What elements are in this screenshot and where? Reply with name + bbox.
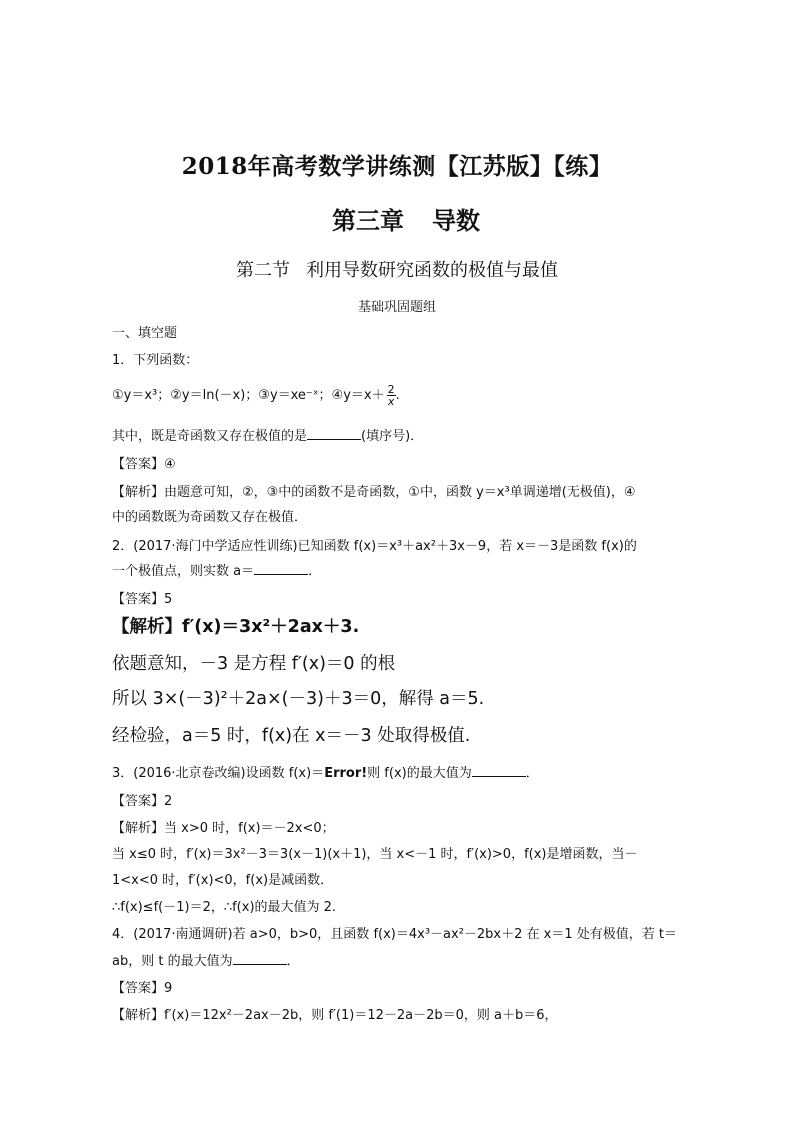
- q4-stem-2: [112, 950, 684, 969]
- q3-stem-mid: 则 f(x)的最大值为: [367, 766, 472, 781]
- q2-analysis-1: 【解析】f′(x)＝3x²＋2ax＋3.: [112, 617, 360, 637]
- q3-stem-before: 3．(2016·北京卷改编)设函数 f(x)＝: [112, 766, 325, 781]
- q1-analysis-2: 中的函数既为奇函数又存在极值．: [112, 510, 308, 525]
- q4-answer: 【答案】9: [112, 981, 173, 996]
- q1-ask-after: (填序号)．: [361, 429, 424, 444]
- q3-answer: 【答案】2: [112, 794, 173, 809]
- q3-error-text: Error!: [324, 766, 368, 781]
- q1-fraction: [387, 384, 396, 407]
- document-title: 2018年高考数学讲练测【江苏版】【练】: [181, 153, 613, 180]
- q4-blank: [233, 952, 287, 965]
- q1-blank: [307, 427, 361, 440]
- q2-answer: 【答案】5: [112, 592, 173, 607]
- q4-stem-1: 4．(2017·南通调研)若 a>0，b>0，且函数 f(x)＝4x³－ax²－2bx＋2 在 x＝1 处有极值，若 t＝: [112, 927, 677, 942]
- group-heading: 基础巩固题组: [357, 300, 436, 315]
- q1-fraction-denominator: x: [387, 395, 395, 408]
- part-heading: 一、填空题: [112, 326, 178, 341]
- q1-answer: 【答案】④: [112, 457, 176, 472]
- q1-analysis-1: 【解析】由题意可知，②，③中的函数不是奇函数，①中，函数 y＝x³单调递增(无极值)，④: [112, 485, 636, 500]
- q3-stem-after: ．: [525, 766, 539, 781]
- q2-stem-2: [112, 560, 684, 579]
- chapter-title: 导数: [432, 206, 480, 235]
- q4-analysis-1: 【解析】f′(x)＝12x²－2ax－2b，则 f′(1)＝12－2a－2b＝0，则 a＋b＝6，: [112, 1008, 558, 1023]
- q3-analysis-4: ∴f(x)≤f(－1)＝2，∴f(x)的最大值为 2.: [112, 900, 337, 915]
- q3-stem: [112, 762, 684, 781]
- q4-stem-2-after: ．: [286, 954, 300, 969]
- q2-analysis-4: 经检验，a＝5 时，f(x)在 x＝－3 处取得极值.: [112, 726, 471, 746]
- q1-fraction-tail: .: [395, 388, 400, 403]
- q3-analysis-3: 1<x<0 时，f′(x)<0，f(x)是减函数．: [112, 873, 334, 888]
- chapter-number: 第三章: [332, 206, 404, 235]
- chapter-heading: [0, 201, 794, 236]
- section-number: 第二节: [236, 260, 290, 281]
- q4-stem-2-before: ab，则 t 的最大值为: [112, 954, 233, 969]
- q3-blank: [472, 764, 526, 777]
- q1-options-text: ①y＝x³；②y＝ln(－x)；③y＝xe⁻ˣ；④y＝x＋: [112, 388, 385, 403]
- q2-stem-2-before: 一个极值点，则实数 a＝: [112, 564, 255, 579]
- q3-analysis-1: 【解析】当 x>0 时，f(x)＝－2x<0；: [112, 821, 335, 836]
- q1-fraction-numerator: 2: [387, 383, 395, 396]
- q2-stem-2-after: ．: [308, 564, 322, 579]
- section-heading: [0, 256, 794, 282]
- q1-ask-before: 其中，既是奇函数又存在极值的是: [112, 429, 308, 444]
- q2-stem-1: 2．(2017·海门中学适应性训练)已知函数 f(x)＝x³＋ax²＋3x－9，若 x＝－3是函数 f(x)的: [112, 539, 637, 554]
- q1-ask: [112, 425, 684, 444]
- q2-analysis-3: 所以 3×(－3)²＋2a×(－3)＋3＝0，解得 a＝5.: [112, 689, 485, 709]
- q3-analysis-2: 当 x≤0 时，f′(x)＝3x²－3＝3(x－1)(x＋1)，当 x<－1 时，f′(x)>0，f(x)是增函数，当－: [112, 847, 638, 862]
- q2-analysis-2: 依题意知，－3 是方程 f′(x)＝0 的根: [112, 654, 396, 674]
- q1-stem: 1．下列函数：: [112, 353, 199, 368]
- q2-blank: [254, 562, 308, 575]
- section-title: 利用导数研究函数的极值与最值: [306, 260, 558, 281]
- q1-options: [112, 384, 684, 407]
